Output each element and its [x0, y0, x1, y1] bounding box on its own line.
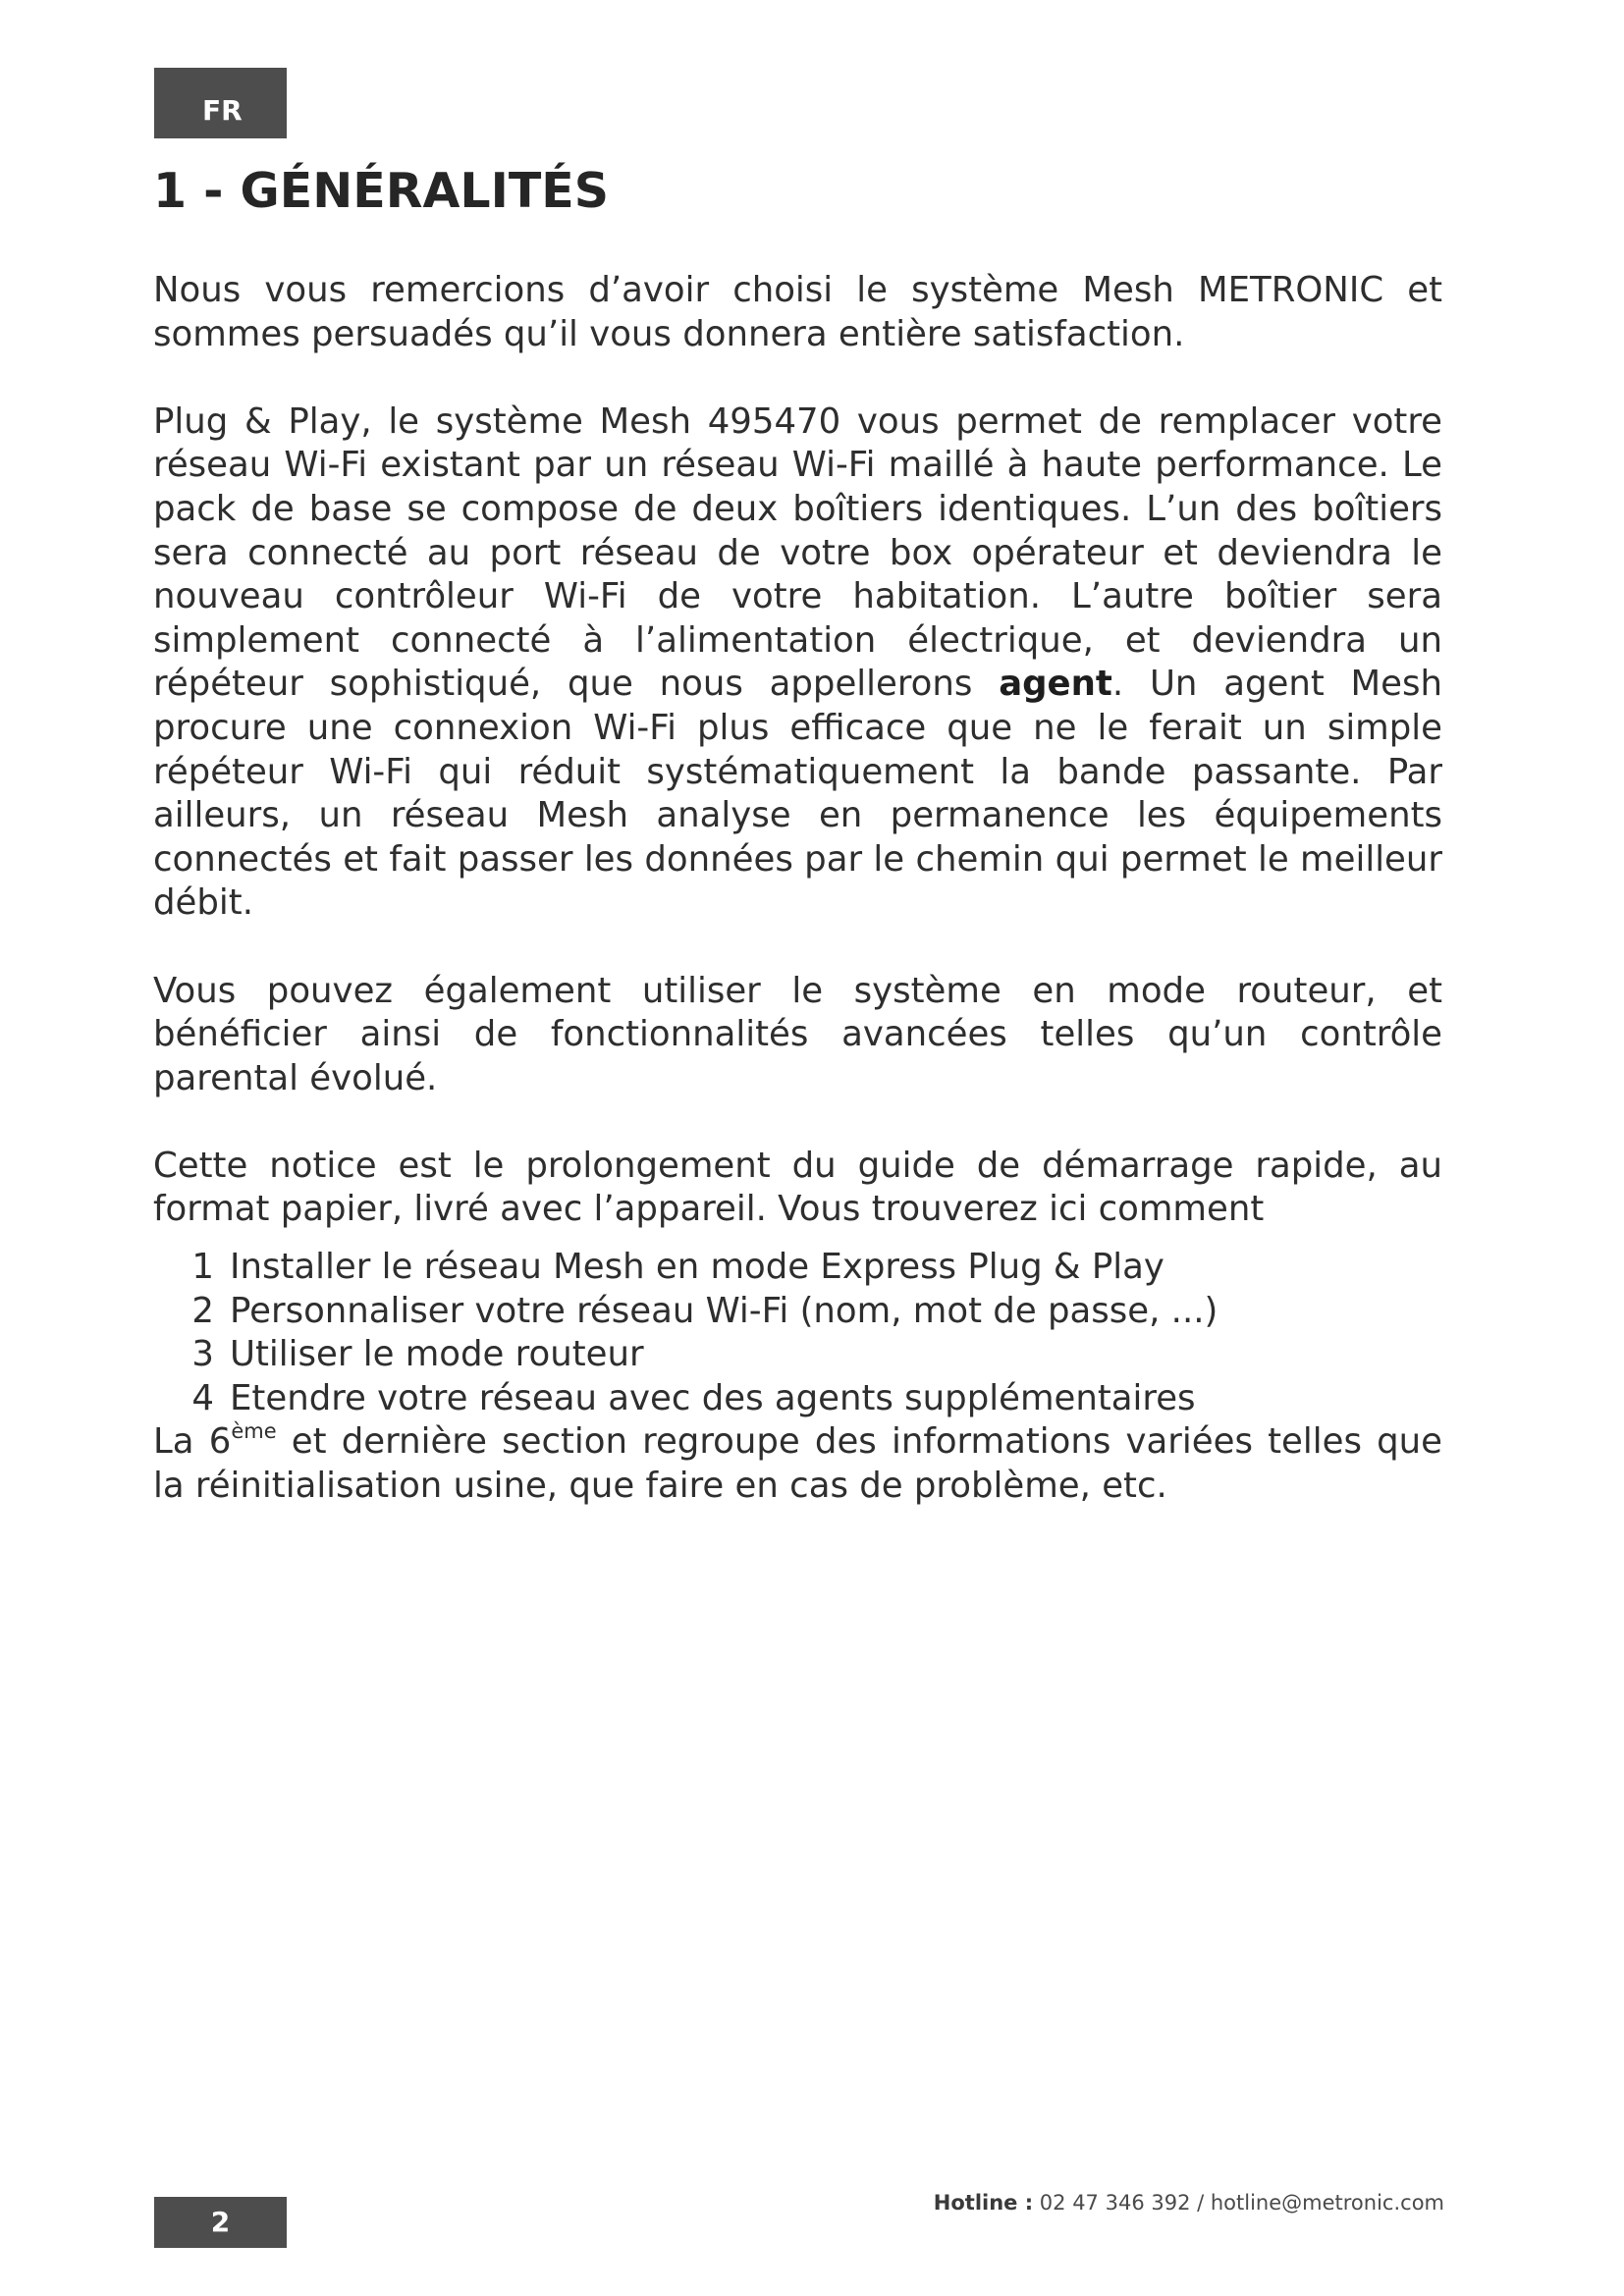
hotline-footer — [934, 2191, 1444, 2215]
language-tag: FR — [154, 68, 287, 138]
hotline-contact: 02 47 346 392 / hotline@metronic.com — [1033, 2191, 1444, 2215]
description-paragraph — [153, 400, 1442, 926]
agent-keyword: agent — [999, 664, 1112, 705]
list-item-text: Etendre votre réseau avec des agents supplémentaires — [230, 1377, 1196, 1418]
intro-paragraph: Nous vous remercions d’avoir choisi le système Mesh METRONIC et sommes persuadés qu’il vous donnera entière satisfaction. — [153, 270, 1442, 354]
list-item — [153, 1377, 1442, 1421]
manual-paragraph: Cette notice est le prolongement du guide de démarrage rapide, au format papier, livré avec l’appareil. Vous trouverez ici comment — [153, 1145, 1442, 1230]
router-paragraph: Vous pouvez également utiliser le système en mode routeur, et bénéficier ainsi de fonctionnalités avancées telles qu’un contrôle parental évolué. — [153, 970, 1442, 1098]
page-number: 2 — [154, 2197, 287, 2248]
list-item — [153, 1333, 1442, 1377]
contents-list — [153, 1246, 1442, 1420]
list-item-number: 1 — [191, 1247, 214, 1288]
description-text-start: Plug & Play, le système Mesh 495470 vous permet de remplacer votre réseau Wi-Fi existant par un réseau Wi-Fi maillé à haute performance. Le pack de base se compose de deux boîtiers identiques. L’un des boîtiers sera connecté au port réseau de votre box opérateur et deviendra le nouveau contrôleur Wi-Fi de votre habitation. L’autre boîtier sera simplement connecté à l’alimentation électrique, et deviendra un répéteur sophistiqué, que nous appellerons — [153, 400, 1442, 705]
hotline-label: Hotline : — [933, 2191, 1034, 2215]
page-title: 1 - GÉNÉRALITÉS — [153, 163, 610, 219]
ordinal-superscript: ème — [231, 1419, 277, 1444]
list-item-number: 3 — [191, 1334, 214, 1375]
final-text-end: et dernière section regroupe des informations variées telles que la réinitialisation usine, que faire en cas de problème, etc. — [153, 1421, 1442, 1507]
list-item-text: Installer le réseau Mesh en mode Express Plug & Play — [230, 1247, 1164, 1288]
list-item-text: Personnaliser votre réseau Wi-Fi (nom, mot de passe, ...) — [230, 1290, 1218, 1331]
list-item-number: 4 — [191, 1377, 214, 1418]
list-item-text: Utiliser le mode routeur — [230, 1334, 644, 1375]
final-text-start: La 6 — [153, 1421, 232, 1463]
list-item-number: 2 — [191, 1290, 214, 1331]
body-text — [153, 269, 1442, 1509]
description-text-end: . Un agent Mesh procure une connexion Wi-Fi plus efficace que ne le ferait un simple répéteur Wi-Fi qui réduit systématiquement la bande passante. Par ailleurs, un réseau Mesh analyse en permanence les équipements connectés et fait passer les données par le chemin qui permet le meilleur débit. — [153, 664, 1442, 924]
list-item — [153, 1246, 1442, 1290]
final-section-paragraph — [153, 1420, 1442, 1508]
list-item — [153, 1290, 1442, 1334]
